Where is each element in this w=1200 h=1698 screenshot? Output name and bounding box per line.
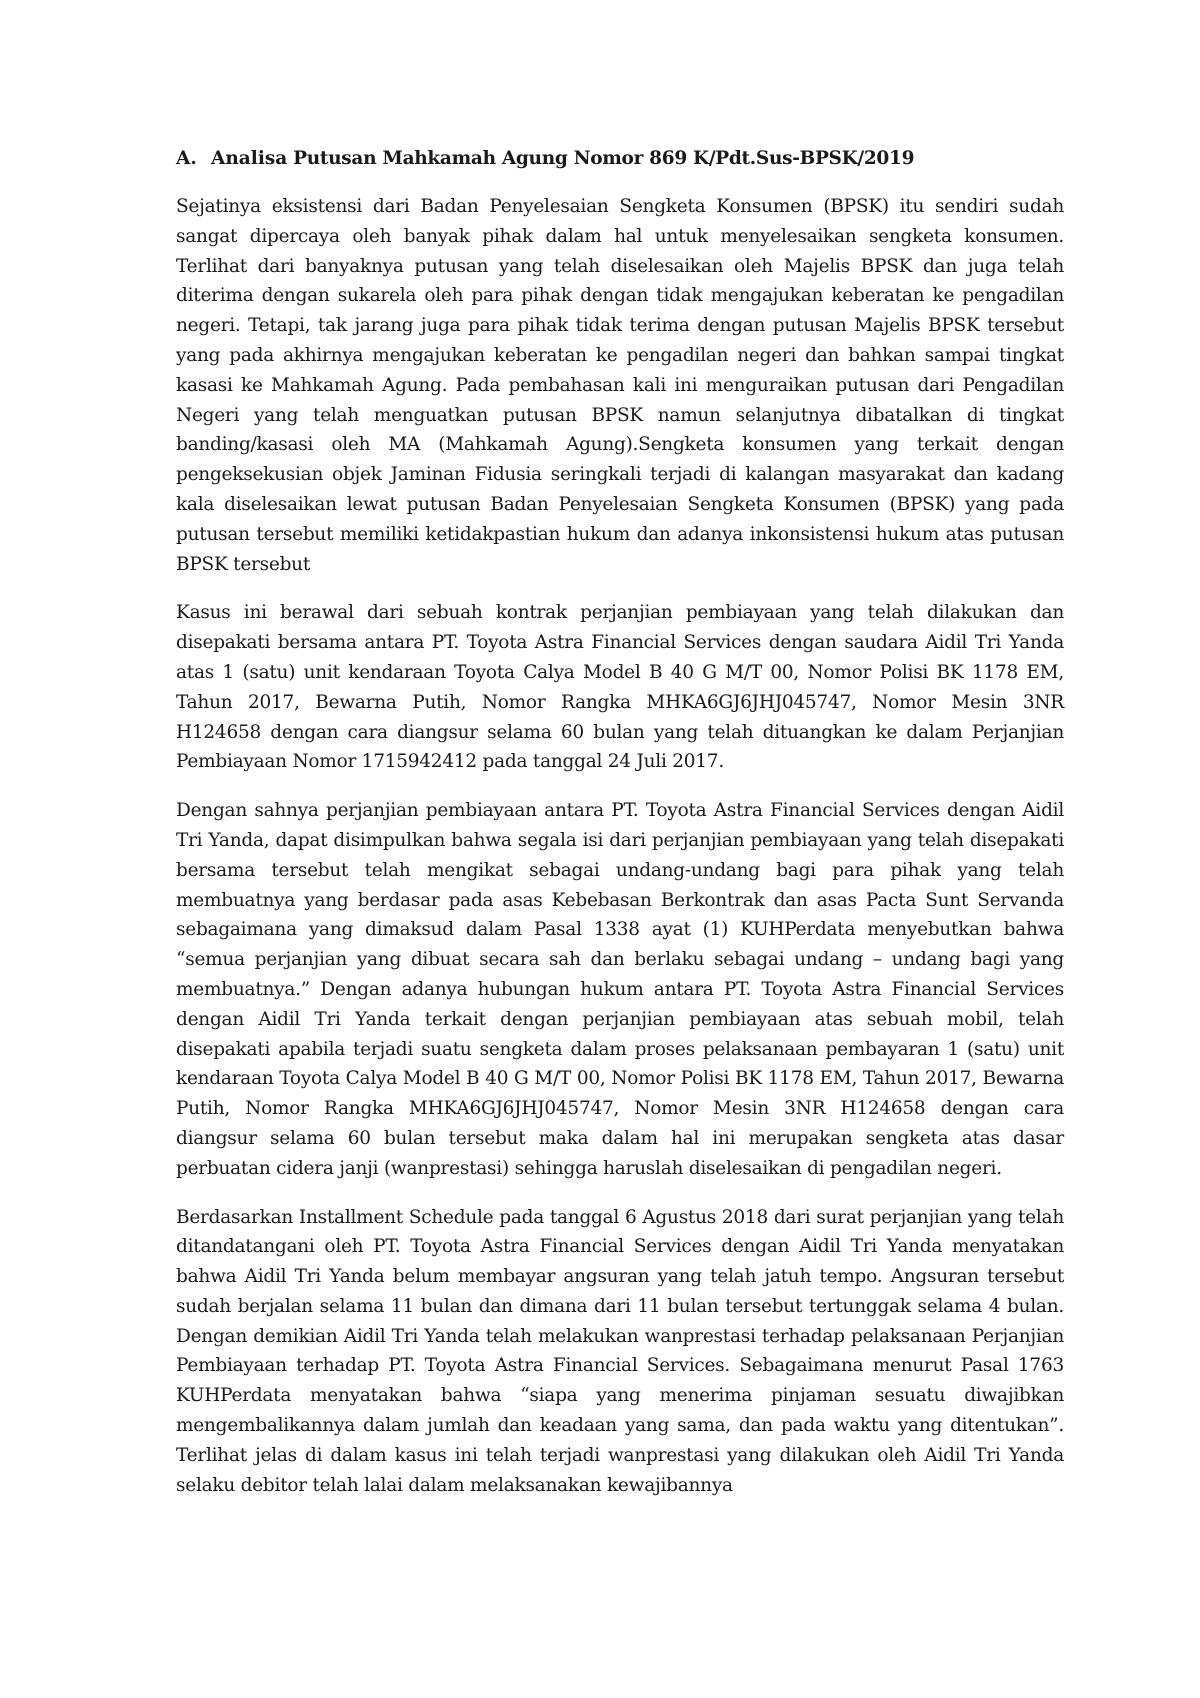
paragraph-2: Kasus ini berawal dari sebuah kontrak perjanjian pembiayaan yang telah dilakukan dan disepakati bersama antara PT. Toyota Astra Financial Services dengan saudara Aidil Tri Yanda atas 1 (satu) unit kendaraan Toyota Calya Model B 40 G M/T 00, Nomor Polisi BK 1178 EM, Tahun 2017, Bewarna Putih, Nomor Rangka MHKA6GJ6JHJ045747, Nomor Mesin 3NR H124658 dengan cara diangsur selama 60 bulan yang telah dituangkan ke dalam Perjanjian Pembiayaan Nomor 1715942412 pada tanggal 24 Juli 2017. [176,602,1064,773]
section-title-rest: Putusan Mahkamah Agung Nomor 869 K/Pdt.Sus-BPSK/2019 [293,148,915,169]
paragraph-1: Sejatinya eksistensi dari Badan Penyelesaian Sengketa Konsumen (BPSK) itu sendiri sudah sangat dipercaya oleh banyak pihak dalam hal untuk menyelesaikan sengketa konsumen. Terlihat dari banyaknya putusan yang telah diselesaikan oleh Majelis BPSK dan juga telah diterima dengan sukarela oleh para pihak dengan tidak mengajukan keberatan ke pengadilan negeri. Tetapi, tak jarang juga para pihak tidak terima dengan putusan Majelis BPSK tersebut yang pada akhirnya mengajukan keberatan ke pengadilan negeri dan bahkan sampai tingkat kasasi ke Mahkamah Agung. Pada pembahasan kali ini menguraikan putusan dari Pengadilan Negeri yang telah menguatkan putusan BPSK namun selanjutnya dibatalkan di tingkat banding/kasasi oleh MA (Mahkamah Agung).Sengketa konsumen yang terkait dengan pengeksekusian objek Jaminan Fidusia seringkali terjadi di kalangan masyarakat dan kadang kala diselesaikan lewat putusan Badan Penyelesaian Sengketa Konsumen (BPSK) yang pada putusan tersebut memiliki ketidakpastian hukum dan adanya inkonsistensi hukum atas putusan BPSK tersebut [176,196,1064,575]
section-heading [176,146,1064,172]
document-page [176,146,1064,1519]
paragraph-3: Dengan sahnya perjanjian pembiayaan antara PT. Toyota Astra Financial Services dengan Aidil Tri Yanda, dapat disimpulkan bahwa segala isi dari perjanjian pembiayaan yang telah disepakati bersama tersebut telah mengikat sebagai undang-undang bagi para pihak yang telah membuatnya yang berdasar pada asas Kebebasan Berkontrak dan asas Pacta Sunt Servanda sebagaimana yang dimaksud dalam Pasal 1338 ayat (1) KUHPerdata menyebutkan bahwa “semua perjanjian yang dibuat secara sah dan berlaku sebagai undang – undang bagi yang membuatnya.” Dengan adanya hubungan hukum antara PT. Toyota Astra Financial Services dengan Aidil Tri Yanda terkait dengan perjanjian pembiayaan atas sebuah mobil, telah disepakati apabila terjadi suatu sengketa dalam proses pelaksanaan pembayaran 1 (satu) unit kendaraan Toyota Calya Model B 40 G M/T 00, Nomor Polisi BK 1178 EM, Tahun 2017, Bewarna Putih, Nomor Rangka MHKA6GJ6JHJ045747, Nomor Mesin 3NR H124658 dengan cara diangsur selama 60 bulan tersebut maka dalam hal ini merupakan sengketa atas dasar perbuatan cidera janji (wanprestasi) sehingga haruslah diselesaikan di pengadilan negeri. [176,800,1064,1179]
section-number: A. [176,148,197,169]
section-title-lead: Analisa [211,148,288,169]
paragraph-4: Berdasarkan Installment Schedule pada tanggal 6 Agustus 2018 dari surat perjanjian yang telah ditandatangani oleh PT. Toyota Astra Financial Services dengan Aidil Tri Yanda menyatakan bahwa Aidil Tri Yanda belum membayar angsuran yang telah jatuh tempo. Angsuran tersebut sudah berjalan selama 11 bulan dan dimana dari 11 bulan tersebut tertunggak selama 4 bulan. Dengan demikian Aidil Tri Yanda telah melakukan wanprestasi terhadap pelaksanaan Perjanjian Pembiayaan terhadap PT. Toyota Astra Financial Services. Sebagaimana menurut Pasal 1763 KUHPerdata menyatakan bahwa “siapa yang menerima pinjaman sesuatu diwajibkan mengembalikannya dalam jumlah dan keadaan yang sama, dan pada waktu yang ditentukan”. Terlihat jelas di dalam kasus ini telah terjadi wanprestasi yang dilakukan oleh Aidil Tri Yanda selaku debitor telah lalai dalam melaksanakan kewajibannya [176,1206,1064,1496]
